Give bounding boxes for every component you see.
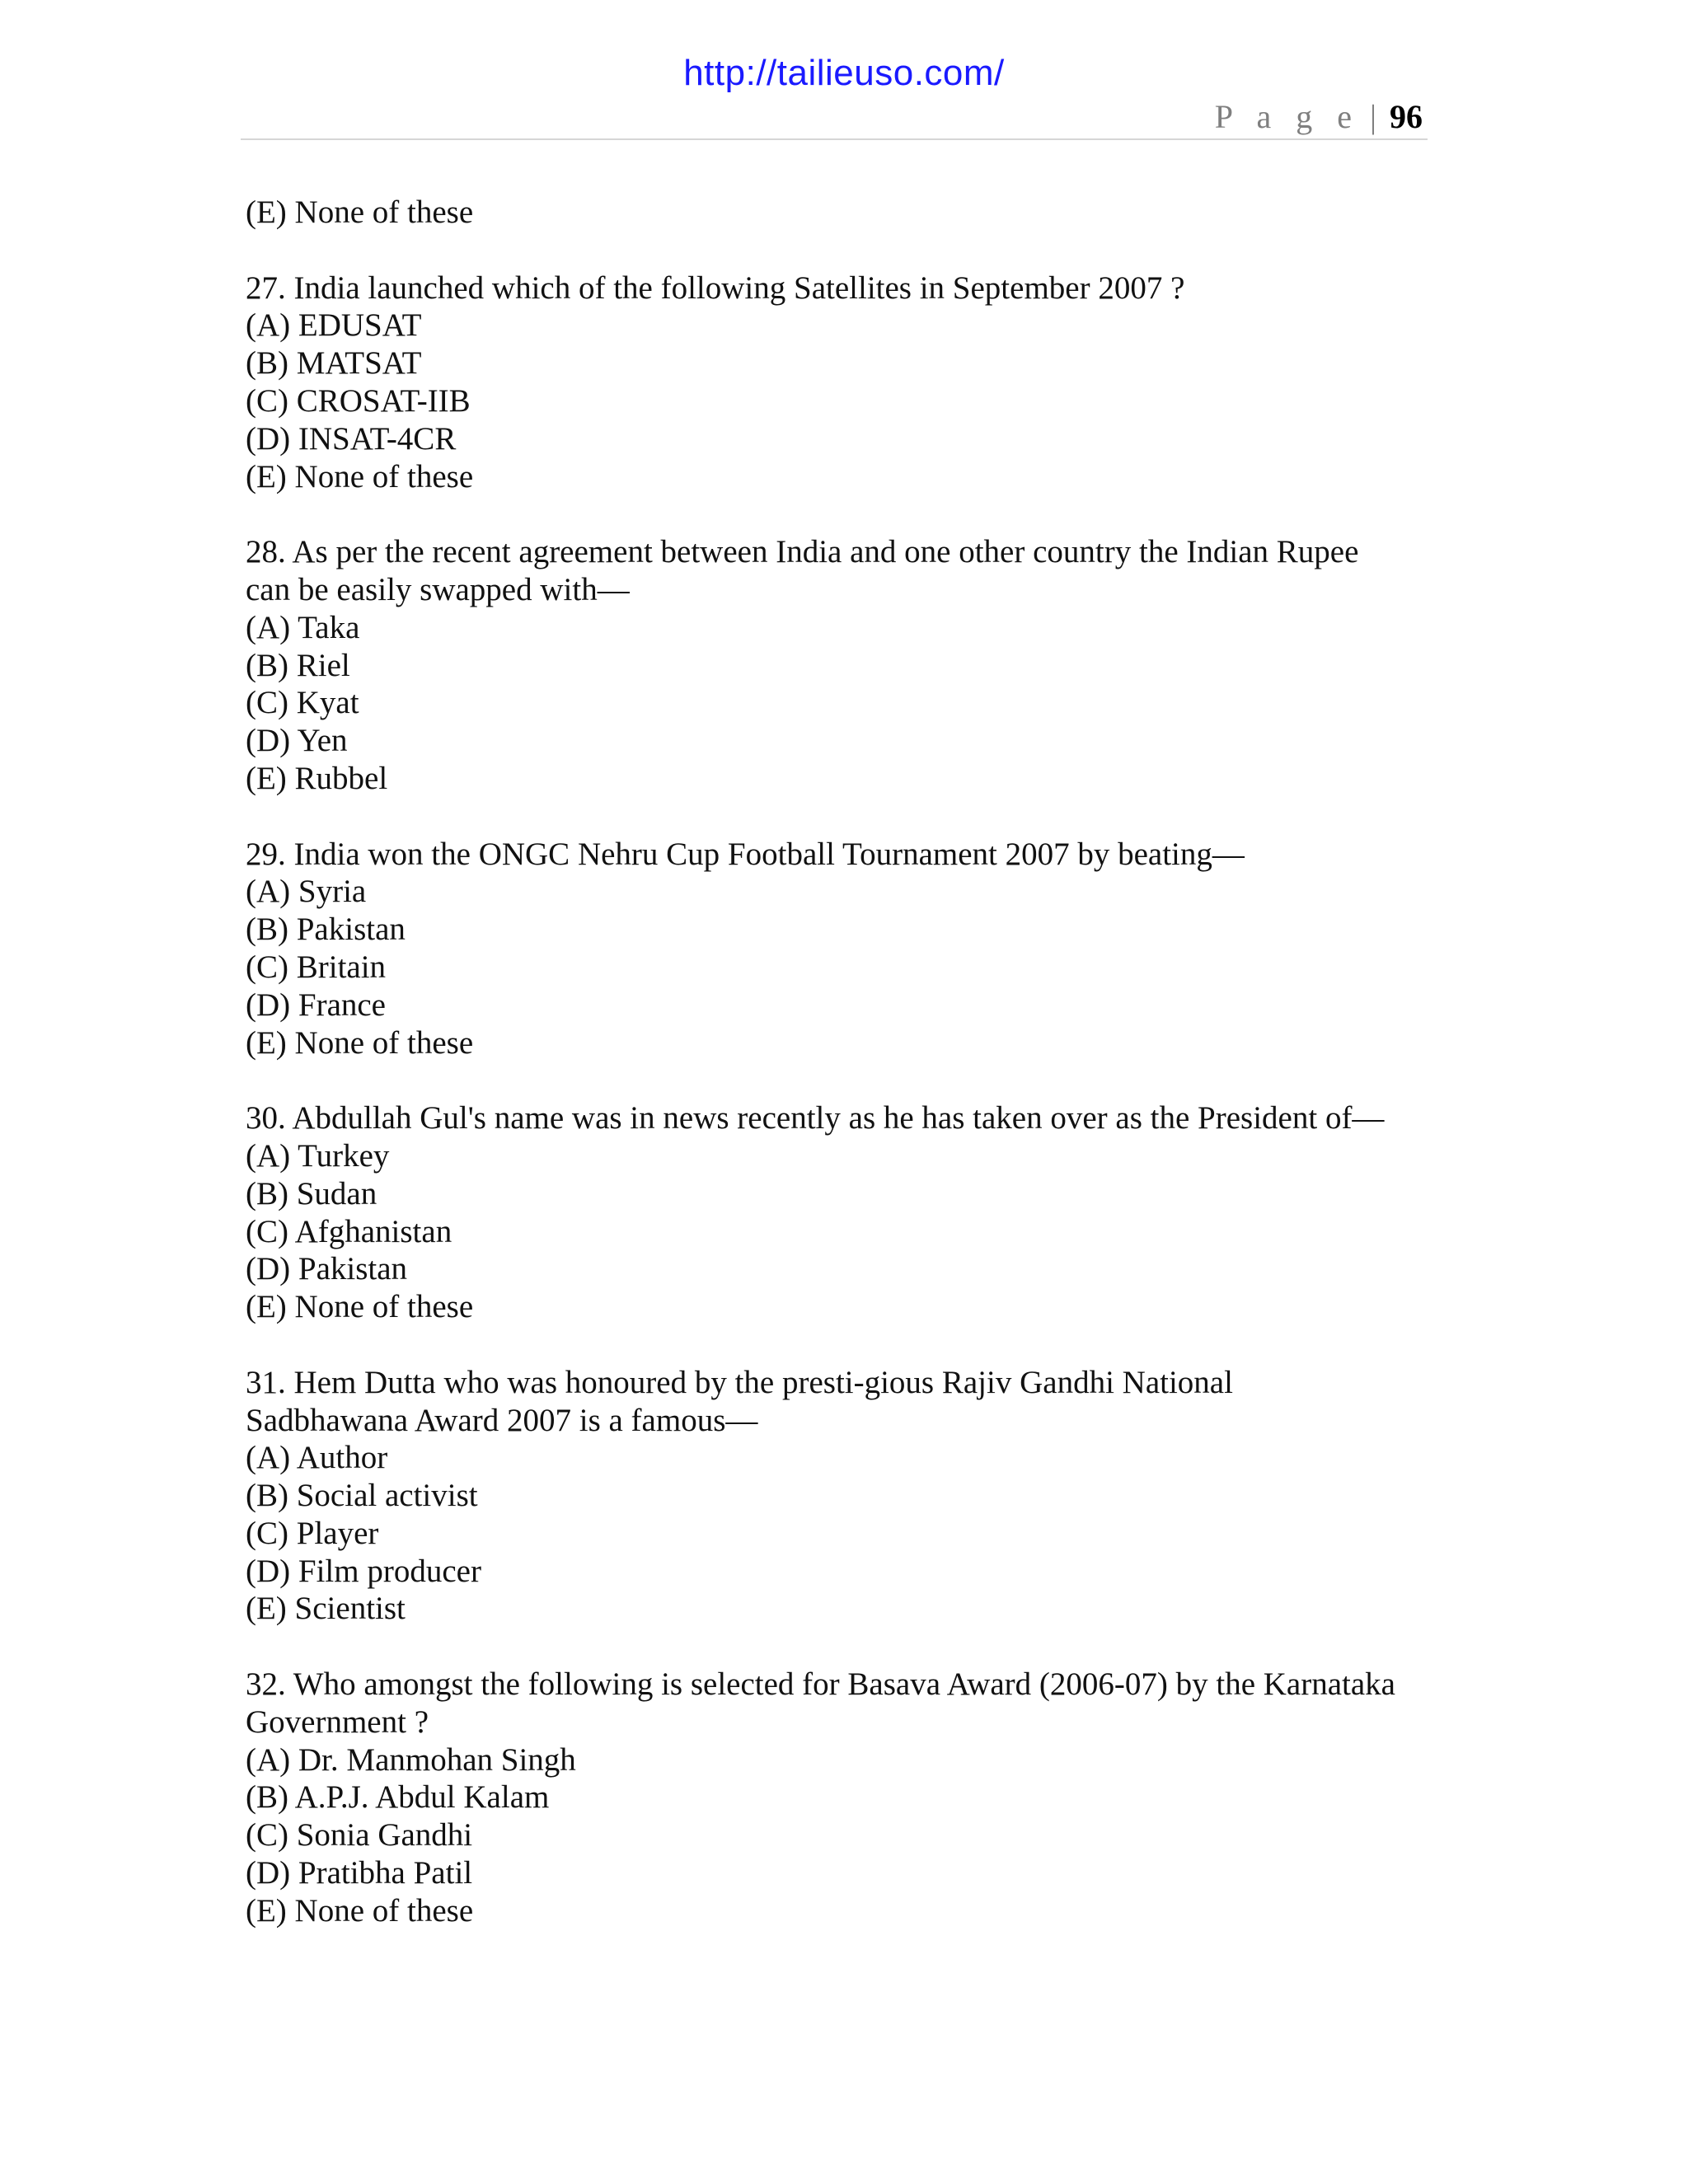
option-b: (B) Social activist <box>246 1478 478 1514</box>
option-c: (C) CROSAT-IIB <box>246 382 471 419</box>
header-divider <box>241 138 1428 140</box>
option-d: (D) France <box>246 987 386 1023</box>
option-e: (E) Rubbel <box>246 760 388 796</box>
option-e: (E) None of these <box>246 1892 474 1929</box>
question-27 <box>246 269 1432 496</box>
question-text-line: 27. India launched which of the following Satellites in September 2007 ? <box>246 269 1185 306</box>
option-b: (B) A.P.J. Abdul Kalam <box>246 1779 550 1816</box>
question-28 <box>246 533 1432 798</box>
option-c: (C) Kyat <box>246 685 359 721</box>
question-text-line: Sadbhawana Award 2007 is a famous— <box>246 1402 758 1438</box>
carryover-option: (E) None of these <box>246 194 474 230</box>
question-30 <box>246 1099 1432 1326</box>
question-29 <box>246 836 1432 1062</box>
option-c: (C) Sonia Gandhi <box>246 1817 473 1854</box>
option-e: (E) None of these <box>246 1289 474 1325</box>
question-text-line: 29. India won the ONGC Nehru Cup Football Tournament 2007 by beating— <box>246 836 1245 872</box>
option-d: (D) INSAT-4CR <box>246 420 457 457</box>
option-b: (B) MATSAT <box>246 345 422 382</box>
option-c: (C) Britain <box>246 949 387 985</box>
option-d: (D) Pakistan <box>246 1251 408 1287</box>
option-a: (A) Author <box>246 1440 388 1476</box>
question-text-line: 32. Who amongst the following is selected for Basava Award (2006-07) by the Karnataka <box>246 1666 1395 1703</box>
header-url-link[interactable]: http://tailieuso.com/ <box>683 53 1005 93</box>
question-text-line: 31. Hem Dutta who was honoured by the presti-gious Rajiv Gandhi National <box>246 1364 1233 1400</box>
option-a: (A) Turkey <box>246 1137 390 1174</box>
option-e: (E) Scientist <box>246 1591 406 1627</box>
question-text-line: 28. As per the recent agreement between India and one other country the Indian Rupee <box>246 534 1359 570</box>
option-a: (A) EDUSAT <box>246 307 422 344</box>
option-a: (A) Dr. Manmohan Singh <box>246 1741 576 1778</box>
option-c: (C) Player <box>246 1515 379 1551</box>
option-b: (B) Sudan <box>246 1175 377 1212</box>
option-a: (A) Syria <box>246 874 367 910</box>
option-e: (E) None of these <box>246 1024 474 1061</box>
question-32 <box>246 1666 1432 1930</box>
document-body <box>246 194 1432 1930</box>
option-d: (D) Yen <box>246 723 348 759</box>
question-text-line: 30. Abdullah Gul's name was in news recently as he has taken over as the President of— <box>246 1100 1385 1137</box>
question-text-line: can be easily swapped with— <box>246 571 630 607</box>
option-d: (D) Film producer <box>246 1553 481 1589</box>
option-b: (B) Riel <box>246 647 350 683</box>
page-number: 96 <box>1390 98 1423 135</box>
option-d: (D) Pratibha Patil <box>246 1855 473 1891</box>
option-b: (B) Pakistan <box>246 912 406 948</box>
page-word: P a g e <box>1214 98 1360 135</box>
option-e: (E) None of these <box>246 458 474 494</box>
option-a: (A) Taka <box>246 609 360 645</box>
question-text-line: Government ? <box>246 1704 429 1740</box>
page-number-label <box>1215 97 1423 136</box>
question-31 <box>246 1364 1432 1629</box>
page-separator: | <box>1369 98 1376 135</box>
option-c: (C) Afghanistan <box>246 1213 452 1249</box>
